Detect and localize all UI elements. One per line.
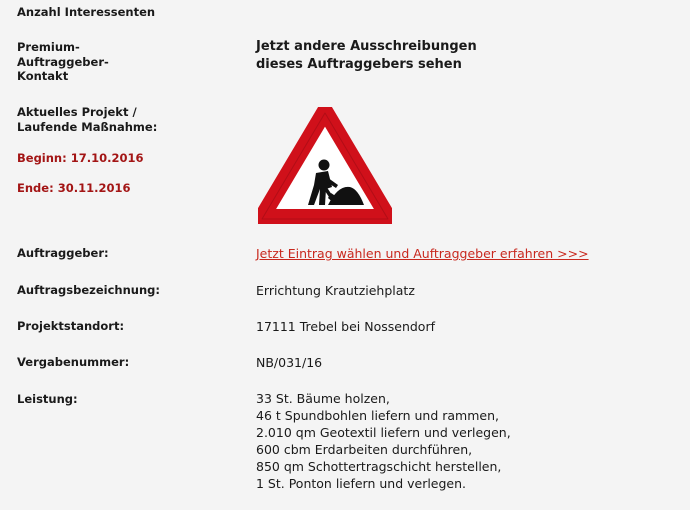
leistung-item: 850 qm Schottertragschicht herstellen, bbox=[256, 459, 502, 474]
label-premium-line1: Premium- bbox=[17, 40, 80, 54]
ende-date: 30.11.2016 bbox=[57, 181, 131, 195]
label-premium-line3: Kontakt bbox=[17, 69, 69, 83]
leistung-item: 1 St. Ponton liefern und verlegen. bbox=[256, 476, 467, 491]
auftraggeber-value bbox=[256, 245, 589, 262]
label-auftragsbezeichnung: Auftragsbezeichnung: bbox=[17, 283, 160, 297]
label-projektstandort: Projektstandort: bbox=[17, 319, 125, 333]
vergabenummer-value: NB/031/16 bbox=[256, 355, 323, 370]
auftraggeber-link[interactable]: Jetzt Eintrag wählen und Auftraggeber erfahren >>> bbox=[256, 246, 589, 261]
label-premium-line2: Auftraggeber- bbox=[17, 55, 109, 69]
leistung-item: 600 cbm Erdarbeiten durchführen, bbox=[256, 442, 473, 457]
ende-row bbox=[17, 181, 130, 196]
leistung-item: 2.010 qm Geotextil liefern und verlegen, bbox=[256, 425, 511, 440]
leistung-item: 33 St. Bäume holzen, bbox=[256, 391, 390, 406]
leistung-item: 46 t Spundbohlen liefern und rammen, bbox=[256, 408, 499, 423]
label-leistung: Leistung: bbox=[17, 392, 78, 406]
beginn-date: 17.10.2016 bbox=[70, 151, 144, 165]
label-ende: Ende: bbox=[17, 181, 54, 195]
heading-line2: dieses Auftraggebers sehen bbox=[256, 57, 462, 72]
projektstandort-value: 17111 Trebel bei Nossendorf bbox=[256, 319, 435, 334]
auftragsbezeichnung-value: Errichtung Krautziehplatz bbox=[256, 283, 415, 298]
label-projekt-line1: Aktuelles Projekt / bbox=[17, 105, 137, 119]
label-projekt-line2: Laufende Maßnahme: bbox=[17, 120, 158, 134]
label-anzahl-interessenten: Anzahl Interessenten bbox=[17, 5, 156, 19]
beginn-row bbox=[17, 151, 144, 166]
label-beginn: Beginn: bbox=[17, 151, 67, 165]
other-tenders-heading[interactable] bbox=[256, 38, 477, 74]
label-vergabenummer: Vergabenummer: bbox=[17, 355, 130, 369]
label-auftraggeber: Auftraggeber: bbox=[17, 246, 109, 260]
heading-line1: Jetzt andere Ausschreibungen bbox=[256, 39, 477, 54]
construction-warning-sign-icon bbox=[258, 107, 392, 224]
leistung-list bbox=[256, 390, 511, 492]
